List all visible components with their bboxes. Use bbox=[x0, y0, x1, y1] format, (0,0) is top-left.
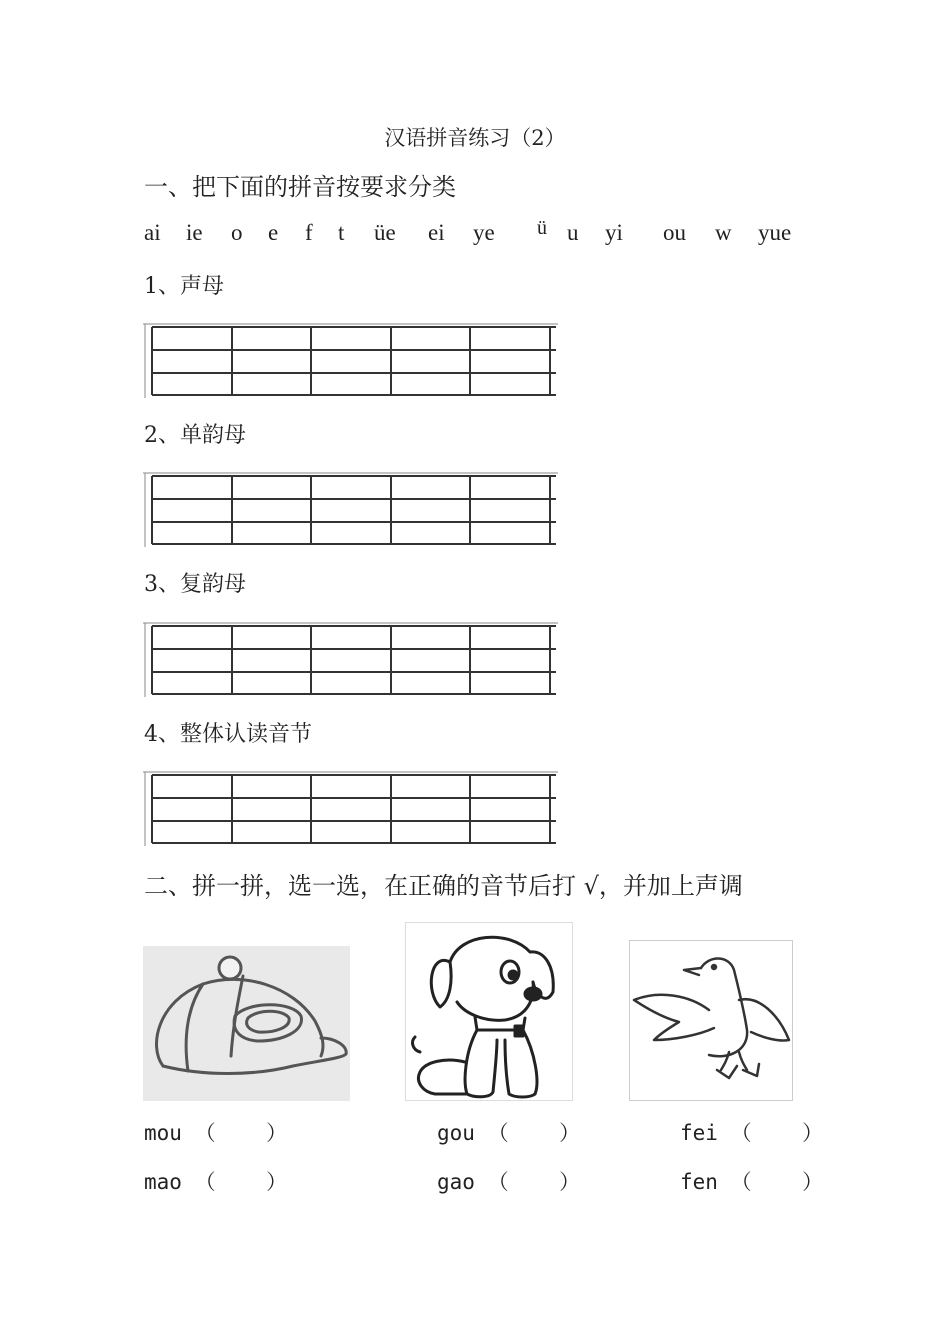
writing-grid-shengmu[interactable] bbox=[143, 322, 558, 398]
pinyin-item: ou bbox=[663, 220, 686, 245]
pinyin-item: ai bbox=[144, 220, 161, 245]
pinyin-item: yi bbox=[605, 220, 623, 245]
cap-picture bbox=[143, 946, 350, 1101]
category-label-fuyunmu: 3、复韵母 bbox=[144, 572, 246, 597]
dove-picture bbox=[629, 940, 793, 1101]
pinyin-item: f bbox=[305, 220, 313, 245]
option-dog-2[interactable]: gao （ ） bbox=[437, 1170, 581, 1194]
option-cap-1[interactable]: mou （ ） bbox=[144, 1121, 288, 1145]
option-dog-1[interactable]: gou （ ） bbox=[437, 1121, 581, 1145]
option-dove-1[interactable]: fei （ ） bbox=[680, 1121, 824, 1145]
pinyin-item: o bbox=[231, 220, 243, 245]
pinyin-item: ü bbox=[537, 217, 547, 239]
writing-grid-danyunmu[interactable] bbox=[143, 471, 558, 547]
category-label-zhengti: 4、整体认读音节 bbox=[144, 722, 312, 747]
pinyin-item: u bbox=[567, 220, 579, 245]
pinyin-item: e bbox=[268, 220, 279, 245]
category-label-danyunmu: 2、单韵母 bbox=[144, 423, 246, 448]
pinyin-item: t bbox=[338, 220, 345, 245]
pinyin-item: w bbox=[715, 220, 732, 245]
section1-heading: 一、把下面的拼音按要求分类 bbox=[144, 173, 456, 201]
pinyin-item: ie bbox=[186, 220, 203, 245]
pinyin-item: ei bbox=[428, 220, 445, 245]
option-dove-2[interactable]: fen （ ） bbox=[680, 1170, 824, 1194]
pinyin-item: yue bbox=[758, 220, 792, 245]
option-cap-2[interactable]: mao （ ） bbox=[144, 1170, 288, 1194]
category-label-shengmu: 1、声母 bbox=[144, 274, 224, 299]
writing-grid-fuyunmu[interactable] bbox=[143, 621, 558, 697]
worksheet-title: 汉语拼音练习（2） bbox=[384, 126, 566, 150]
dog-picture bbox=[405, 922, 573, 1101]
writing-grid-zhengti[interactable] bbox=[143, 770, 558, 846]
section2-heading: 二、拼一拼，选一选，在正确的音节后打 √，并加上声调 bbox=[144, 872, 743, 900]
pinyin-item: ye bbox=[473, 220, 495, 245]
pinyin-item: üe bbox=[374, 220, 396, 245]
